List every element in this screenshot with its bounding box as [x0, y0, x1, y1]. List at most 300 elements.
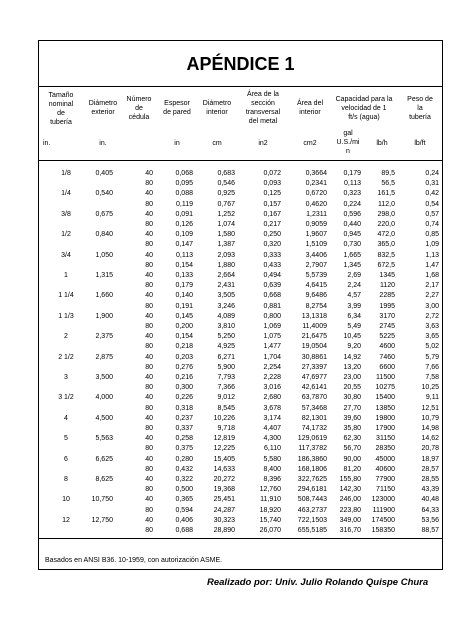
cell-lbh: 220,0 [377, 221, 395, 228]
appendix-table-frame [38, 40, 443, 570]
cell-peso: 0,24 [425, 170, 439, 177]
cell-ced: 40 [145, 190, 153, 198]
cell-ced: 80 [145, 261, 153, 269]
cell-ced: 40 [145, 414, 153, 422]
cell-esp: 0,432 [175, 465, 193, 473]
cell-gal: 56,70 [343, 445, 361, 453]
cell-peso: 0,74 [425, 221, 439, 228]
header-text: tubería [409, 114, 431, 121]
cell-od: 10,750 [91, 496, 113, 504]
cell-as: 0,167 [263, 210, 281, 218]
cell-peso: 3,00 [425, 302, 439, 310]
cell-ai: 42,6141 [301, 384, 327, 392]
cell-gal: 6,34 [347, 312, 361, 320]
footer-divider [39, 538, 442, 539]
cell-peso: 1,13 [425, 251, 439, 259]
cell-di: 1,580 [217, 231, 235, 239]
cell-esp: 0,594 [175, 506, 193, 514]
cell-peso: 5,79 [425, 353, 439, 361]
header-text: Espesor [164, 100, 190, 107]
cell-size: 1/8 [61, 170, 71, 177]
cell-lbh: 111900 [372, 506, 395, 514]
cell-esp: 0,406 [175, 516, 193, 524]
cell-as: 0,157 [263, 200, 281, 208]
cell-ai: 1,2311 [306, 210, 327, 218]
cell-esp: 0,337 [175, 425, 193, 432]
cell-esp: 0,126 [175, 221, 193, 228]
cell-as: 6,110 [264, 445, 281, 453]
cell-gal: 0,179 [343, 170, 361, 177]
cell-di: 0,546 [217, 180, 235, 188]
cell-peso: 0,31 [425, 180, 439, 188]
cell-lbh: 77900 [375, 476, 395, 483]
cell-od: 0,840 [95, 231, 113, 239]
header-text: la [417, 105, 423, 112]
cell-as: 4,300 [263, 435, 281, 443]
cell-di: 9,012 [217, 394, 235, 402]
header-divider [39, 160, 442, 161]
cell-ai: 47,6977 [301, 374, 327, 381]
cell-esp: 0,688 [175, 527, 193, 534]
cell-ced: 80 [145, 384, 153, 392]
cell-ced: 40 [145, 353, 153, 361]
header-cedula [124, 95, 154, 122]
header-tamano [41, 91, 81, 127]
cell-di: 12,225 [213, 445, 235, 453]
cell-od: 1,900 [95, 312, 113, 320]
cell-peso: 14,98 [421, 425, 439, 432]
cell-lbh: 174500 [371, 516, 395, 524]
header-area-seccion [239, 90, 287, 126]
cell-peso: 1,47 [425, 261, 439, 269]
unit-text: U.S./mi [336, 139, 360, 146]
unit-gal [333, 129, 363, 156]
cell-gal: 3,99 [347, 302, 361, 310]
cell-size: 2 [64, 333, 68, 341]
cell-ai: 63,7870 [301, 394, 327, 402]
cell-di: 7,793 [217, 374, 235, 381]
cell-lbh: 17900 [375, 425, 395, 432]
cell-gal: 223,80 [339, 506, 361, 514]
cell-ced: 80 [145, 282, 153, 290]
cell-ced: 80 [145, 506, 153, 514]
cell-ced: 80 [145, 200, 153, 208]
cell-od: 1,315 [95, 272, 113, 279]
cell-gal: 0,224 [343, 200, 361, 208]
cell-ced: 40 [145, 231, 153, 239]
cell-esp: 0,203 [175, 353, 193, 361]
cell-as: 3,016 [263, 384, 281, 392]
cell-gal: 2,69 [347, 272, 361, 279]
cell-di: 1,387 [217, 241, 235, 249]
cell-peso: 88,57 [421, 527, 439, 534]
cell-esp: 0,179 [175, 282, 193, 290]
cell-ai: 19,0504 [301, 343, 327, 351]
cell-ced: 40 [145, 435, 153, 443]
cell-esp: 0,258 [175, 435, 193, 443]
cell-esp: 0,218 [175, 343, 193, 351]
cell-peso: 5,02 [425, 343, 439, 351]
cell-od: 0,675 [95, 210, 113, 218]
cell-ai: 13,1318 [301, 312, 327, 320]
header-diametro-exterior [83, 99, 123, 117]
cell-peso: 9,11 [425, 394, 439, 402]
cell-peso: 10,79 [421, 414, 439, 422]
page-title: APÉNDICE 1 [39, 41, 442, 87]
cell-ai: 27,3397 [301, 363, 327, 371]
cell-gal: 0,730 [343, 241, 361, 249]
cell-gal: 9,20 [347, 343, 361, 351]
cell-di: 3,246 [217, 302, 235, 310]
cell-as: 0,433 [263, 261, 281, 269]
cell-esp: 0,365 [175, 496, 193, 504]
header-text: Diámetro [202, 100, 232, 107]
cell-ced: 40 [145, 455, 153, 463]
cell-esp: 0,154 [175, 333, 193, 341]
cell-peso: 0,57 [425, 210, 439, 218]
cell-ai: 2,7907 [305, 261, 327, 269]
author-credit: Realizado por: Univ. Julio Rolando Quispe Chura [207, 577, 429, 588]
cell-di: 4,925 [217, 343, 235, 351]
cell-od: 1,050 [95, 251, 113, 259]
cell-gal: 155,80 [339, 476, 361, 483]
unit-text: n [346, 148, 350, 155]
cell-lbh: 89,5 [381, 170, 395, 177]
header-text: de pared [163, 109, 191, 116]
cell-di: 0,767 [217, 200, 235, 208]
cell-gal: 316,70 [339, 527, 361, 534]
header-text: exterior [91, 109, 115, 116]
unit-text: gal [343, 130, 353, 137]
cell-ced: 40 [145, 516, 153, 524]
cell-gal: 1,345 [343, 261, 361, 269]
header-area-interior [289, 99, 331, 117]
cell-size: 1/2 [61, 231, 71, 239]
cell-esp: 0,375 [175, 445, 193, 453]
cell-lbh: 4600 [379, 343, 395, 351]
header-text: transversal [245, 109, 281, 116]
header-text: cédula [128, 114, 150, 121]
cell-peso: 10,25 [421, 384, 439, 392]
cell-lbh: 10275 [375, 384, 395, 392]
cell-esp: 0,140 [175, 292, 193, 300]
cell-esp: 0,300 [175, 384, 193, 392]
cell-od: 4,000 [95, 394, 113, 402]
cell-size: 3/4 [61, 251, 71, 259]
cell-lbh: 1995 [379, 302, 395, 310]
cell-lbh: 832,5 [377, 251, 395, 259]
cell-di: 30,323 [213, 516, 235, 524]
cell-size: 1 1/4 [58, 292, 74, 300]
cell-lbh: 161,5 [377, 190, 395, 198]
cell-peso: 7,66 [425, 363, 439, 371]
unit-espesor: in [174, 140, 180, 147]
cell-peso: 28,55 [421, 476, 439, 483]
cell-ai: 3,4406 [305, 251, 327, 259]
cell-od: 2,375 [95, 333, 113, 341]
cell-di: 12,819 [213, 435, 235, 443]
cell-size: 1/4 [61, 190, 71, 198]
cell-ced: 80 [145, 527, 153, 534]
header-text: de [135, 105, 143, 112]
cell-lbh: 7460 [379, 353, 395, 361]
cell-di: 24,287 [213, 506, 235, 514]
source-note: Basados en ANSI B36. 10-1959, con autorización ASME. [45, 557, 223, 564]
cell-ai: 129,0619 [297, 435, 327, 443]
cell-gal: 90,00 [343, 455, 361, 463]
cell-ai: 722,1503 [297, 516, 327, 524]
cell-ced: 40 [145, 292, 153, 300]
cell-ai: 508,7443 [297, 496, 327, 504]
cell-peso: 43,39 [421, 486, 439, 494]
header-text: sección [251, 100, 275, 107]
header-text: Diámetro [88, 100, 118, 107]
header-peso [399, 95, 441, 122]
cell-ced: 40 [145, 496, 153, 504]
cell-di: 28,890 [213, 527, 235, 534]
unit-diametro-exterior: in. [99, 140, 107, 147]
cell-ai: 0,2341 [305, 180, 327, 188]
cell-ai: 21,6475 [301, 333, 327, 341]
cell-as: 0,320 [263, 241, 281, 249]
cell-ced: 80 [145, 302, 153, 310]
cell-esp: 0,237 [175, 414, 193, 422]
cell-size: 1 [64, 272, 68, 279]
cell-lbh: 11500 [376, 374, 395, 381]
header-text: del metal [248, 118, 278, 125]
cell-lbh: 365,0 [377, 241, 395, 249]
cell-as: 0,125 [263, 190, 281, 198]
cell-di: 8,545 [217, 404, 235, 412]
cell-esp: 0,145 [175, 312, 193, 320]
cell-di: 15,405 [213, 455, 235, 463]
cell-esp: 0,216 [175, 374, 193, 381]
cell-di: 0,925 [217, 190, 235, 198]
cell-gal: 20,55 [343, 384, 361, 392]
cell-esp: 0,280 [175, 455, 193, 463]
cell-size: 6 [64, 455, 68, 463]
cell-esp: 0,113 [176, 251, 193, 259]
cell-gal: 62,30 [343, 435, 361, 443]
cell-lbh: 45000 [375, 455, 395, 463]
cell-od: 5,563 [95, 435, 113, 443]
header-text: Área del [296, 100, 324, 107]
unit-peso: lb/ft [414, 140, 426, 147]
cell-size: 10 [62, 496, 70, 504]
cell-gal: 14,92 [343, 353, 361, 361]
header-text: Capacidad para la [335, 96, 393, 103]
cell-lbh: 19800 [375, 414, 395, 422]
cell-peso: 53,56 [421, 516, 439, 524]
header-text: velocidad de 1 [341, 105, 387, 112]
cell-esp: 0,154 [175, 261, 193, 269]
cell-lbh: 71150 [376, 486, 395, 494]
cell-esp: 0,318 [175, 404, 193, 412]
cell-as: 0,250 [263, 231, 281, 239]
cell-gal: 35,80 [343, 425, 361, 432]
unit-area-seccion: in2 [258, 140, 268, 147]
cell-lbh: 40600 [375, 465, 395, 473]
cell-ced: 40 [145, 251, 153, 259]
cell-ai: 30,8861 [301, 353, 327, 361]
cell-ced: 40 [145, 210, 153, 218]
header-text: Número [126, 96, 152, 103]
cell-size: 5 [64, 435, 68, 443]
cell-gal: 81,20 [343, 465, 361, 473]
cell-ced: 40 [145, 374, 153, 381]
cell-size: 4 [64, 414, 68, 422]
unit-area-interior: cm2 [303, 140, 317, 147]
cell-as: 4,407 [263, 425, 281, 432]
cell-gal: 2,24 [347, 282, 361, 290]
cell-ai: 463,2737 [297, 506, 327, 514]
cell-di: 2,093 [217, 251, 235, 259]
cell-gal: 349,00 [339, 516, 361, 524]
cell-od: 8,625 [95, 476, 113, 483]
cell-as: 3,678 [263, 404, 281, 412]
cell-as: 26,070 [259, 527, 281, 534]
header-diametro-interior [197, 99, 237, 117]
cell-lbh: 2745 [379, 323, 395, 330]
unit-lbh: lb/h [376, 140, 388, 147]
cell-di: 5,250 [217, 333, 235, 341]
cell-ai: 186,3860 [297, 455, 327, 463]
cell-gal: 13,20 [343, 363, 361, 371]
cell-ai: 322,7625 [297, 476, 327, 483]
cell-gal: 30,80 [343, 394, 361, 402]
cell-ced: 40 [145, 272, 153, 279]
cell-gal: 5,49 [347, 323, 361, 330]
header-text: ft/s (agua) [348, 114, 380, 121]
cell-od: 0,405 [95, 170, 113, 177]
cell-peso: 64,33 [421, 506, 439, 514]
cell-size: 12 [62, 516, 70, 524]
cell-peso: 40,48 [421, 496, 439, 504]
cell-as: 1,704 [263, 353, 281, 361]
cell-ai: 4,6415 [305, 282, 327, 290]
cell-ai: 1,5109 [305, 241, 327, 249]
cell-ai: 168,1806 [297, 465, 327, 473]
cell-gal: 0,945 [343, 231, 361, 239]
cell-as: 0,639 [263, 282, 281, 290]
cell-esp: 0,088 [175, 190, 193, 198]
cell-ai: 294,6181 [297, 486, 327, 494]
header-text: Peso de [407, 96, 433, 103]
cell-as: 3,174 [263, 414, 281, 422]
cell-ai: 9,6486 [305, 292, 327, 300]
header-espesor [156, 99, 198, 117]
cell-di: 9,718 [217, 425, 235, 432]
cell-lbh: 298,0 [377, 210, 395, 218]
cell-as: 11,910 [260, 496, 281, 504]
header-text: Área de la [247, 91, 279, 98]
cell-size: 2 1/2 [58, 353, 74, 361]
cell-lbh: 6600 [379, 363, 395, 371]
cell-gal: 0,440 [343, 221, 361, 228]
cell-lbh: 13850 [375, 404, 395, 412]
cell-esp: 0,068 [175, 170, 193, 177]
unit-diametro-interior: cm [212, 140, 222, 147]
cell-esp: 0,226 [175, 394, 193, 402]
cell-lbh: 672,5 [377, 261, 395, 269]
cell-peso: 18,97 [421, 455, 439, 463]
cell-ai: 11,4009 [302, 323, 327, 330]
cell-size: 3 1/2 [58, 394, 74, 402]
cell-gal: 0,113 [344, 180, 361, 188]
table-row [39, 525, 442, 536]
cell-as: 2,228 [263, 374, 281, 381]
cell-as: 0,072 [263, 170, 281, 177]
cell-gal: 4,57 [347, 292, 361, 300]
cell-gal: 27,70 [343, 404, 361, 412]
cell-esp: 0,147 [175, 241, 193, 249]
cell-di: 2,431 [217, 282, 235, 290]
cell-lbh: 112,0 [378, 200, 395, 208]
cell-peso: 1,09 [425, 241, 439, 249]
cell-di: 10,226 [213, 414, 235, 422]
cell-ai: 57,3468 [301, 404, 327, 412]
cell-peso: 20,78 [421, 445, 439, 453]
cell-ced: 80 [145, 465, 153, 473]
cell-gal: 142,30 [339, 486, 361, 494]
cell-peso: 0,42 [425, 190, 439, 198]
cell-ced: 40 [145, 394, 153, 402]
cell-di: 25,451 [213, 496, 235, 504]
cell-di: 7,366 [217, 384, 235, 392]
cell-as: 1,075 [263, 333, 281, 341]
cell-ced: 80 [145, 486, 153, 494]
cell-ced: 80 [145, 363, 153, 371]
cell-gal: 0,596 [343, 210, 361, 218]
cell-size: 1 1/3 [58, 312, 74, 320]
cell-lbh: 1120 [379, 282, 395, 290]
cell-as: 8,396 [263, 476, 281, 483]
cell-od: 0,540 [95, 190, 113, 198]
cell-di: 19,368 [213, 486, 235, 494]
cell-size: 8 [64, 476, 68, 483]
cell-ai: 82,1301 [301, 414, 327, 422]
cell-as: 1,069 [263, 323, 281, 330]
cell-peso: 12,51 [421, 404, 439, 412]
cell-od: 1,660 [95, 292, 113, 300]
cell-esp: 0,119 [176, 200, 193, 208]
cell-esp: 0,200 [175, 323, 193, 330]
cell-ai: 0,9059 [305, 221, 327, 228]
cell-as: 18,920 [259, 506, 281, 514]
cell-od: 4,500 [95, 414, 113, 422]
cell-esp: 0,095 [175, 180, 193, 188]
cell-esp: 0,276 [175, 363, 193, 371]
cell-peso: 0,85 [425, 231, 439, 239]
cell-peso: 2,72 [425, 312, 439, 320]
cell-di: 1,880 [217, 261, 235, 269]
cell-peso: 3,65 [425, 333, 439, 341]
cell-lbh: 2285 [379, 292, 395, 300]
unit-tamano: in. [43, 140, 51, 147]
cell-ai: 0,4620 [305, 200, 327, 208]
cell-od: 12,750 [91, 516, 113, 524]
cell-as: 0,800 [263, 312, 281, 320]
cell-lbh: 5225 [379, 333, 395, 341]
cell-od: 6,625 [95, 455, 113, 463]
cell-di: 3,505 [217, 292, 235, 300]
header-capacidad [331, 95, 397, 122]
cell-di: 1,252 [217, 210, 235, 218]
cell-ced: 40 [145, 312, 153, 320]
cell-as: 5,580 [263, 455, 281, 463]
cell-ced: 40 [145, 476, 153, 483]
header-text: interior [206, 109, 228, 116]
